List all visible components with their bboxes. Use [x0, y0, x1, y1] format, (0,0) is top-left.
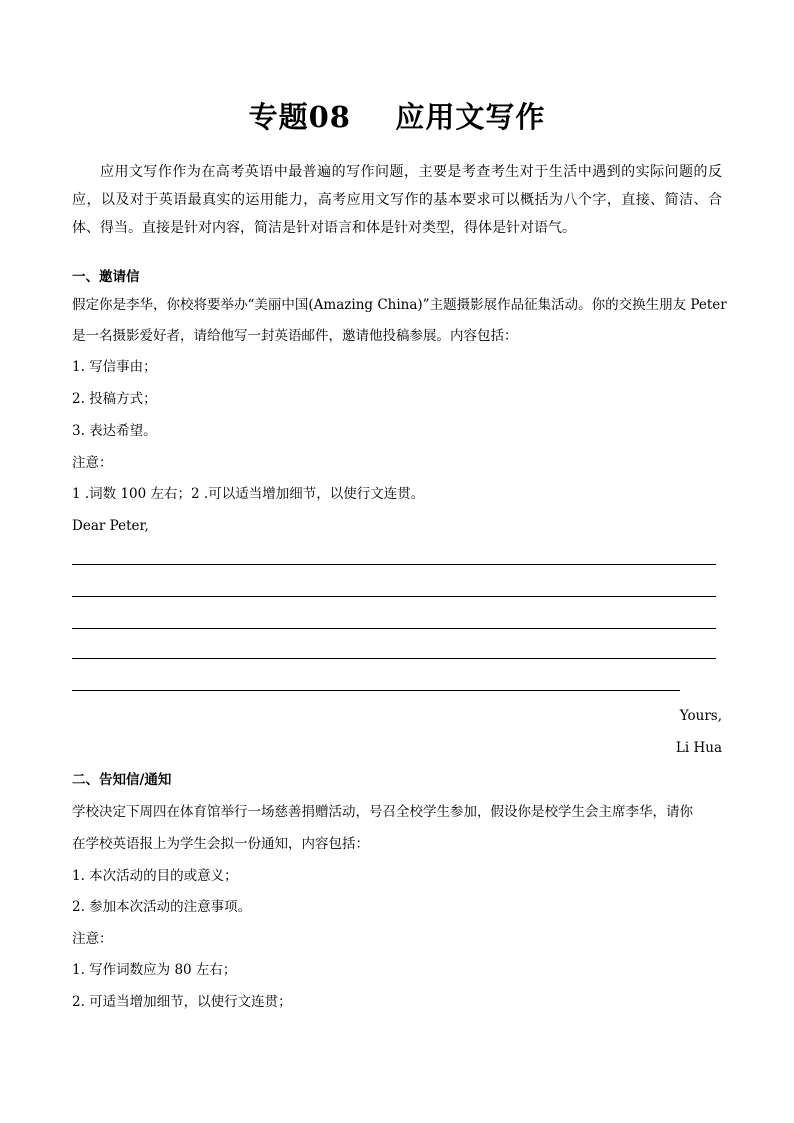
- section1-note-label: 注意：: [72, 455, 113, 471]
- section2-prompt-line2: 在学校英语报上为学生会拟一份通知，内容包括：: [72, 836, 369, 852]
- section1-item-3: 3. 表达希望。: [72, 423, 157, 439]
- section2-item-1: 1. 本次活动的目的或意义；: [72, 868, 238, 884]
- section2-heading: 二、告知信/通知: [72, 772, 172, 788]
- section2-prompt-line1: 学校决定下周四在体育馆举行一场慈善捐赠活动，号召全校学生参加，假设你是校学生会主席李华，请你: [72, 804, 693, 820]
- section1-prompt-line1: 假定你是李华，你校将要举办“美丽中国(Amazing China)”主题摄影展作品征集活动。你的交换生朋友 Peter: [72, 297, 727, 313]
- section1-prompt-line2: 是一名摄影爱好者，请给他写一封英语邮件，邀请他投稿参展。内容包括：: [72, 328, 518, 344]
- section2-note-1: 1. 写作词数应为 80 左右；: [72, 962, 237, 978]
- answer-line: [72, 628, 716, 629]
- answer-line: [72, 690, 680, 691]
- answer-line: [72, 658, 716, 659]
- section1-item-1: 1. 写信事由；: [72, 359, 157, 375]
- section1-item-2: 2. 投稿方式；: [72, 391, 157, 407]
- answer-line: [72, 596, 716, 597]
- intro-paragraph: 应用文写作作为在高考英语中最普遍的写作问题，主要是考查考生对于生活中遇到的实际问题的反应，以及对于英语最真实的运用能力，高考应用文写作的基本要求可以概括为八个字，直接、简洁、合体、得当。直接是针对内容，简洁是针对语言和体是针对类型，得体是针对语气。: [72, 164, 722, 236]
- section1-heading: 一、邀请信: [72, 269, 140, 285]
- section1-note-text: 1 .词数 100 左右；2 .可以适当增加细节，以使行文连贯。: [72, 486, 425, 502]
- letter-closing: Yours,: [679, 708, 722, 724]
- section2-item-2: 2. 参加本次活动的注意事项。: [72, 899, 252, 915]
- section2-note-2: 2. 可适当增加细节，以使行文连贯；: [72, 994, 292, 1010]
- letter-signature: Li Hua: [675, 740, 722, 756]
- section2-note-label: 注意：: [72, 931, 113, 947]
- salutation: Dear Peter,: [72, 518, 149, 534]
- page-title: 专题08 应用文写作: [248, 100, 546, 134]
- answer-line: [72, 564, 716, 565]
